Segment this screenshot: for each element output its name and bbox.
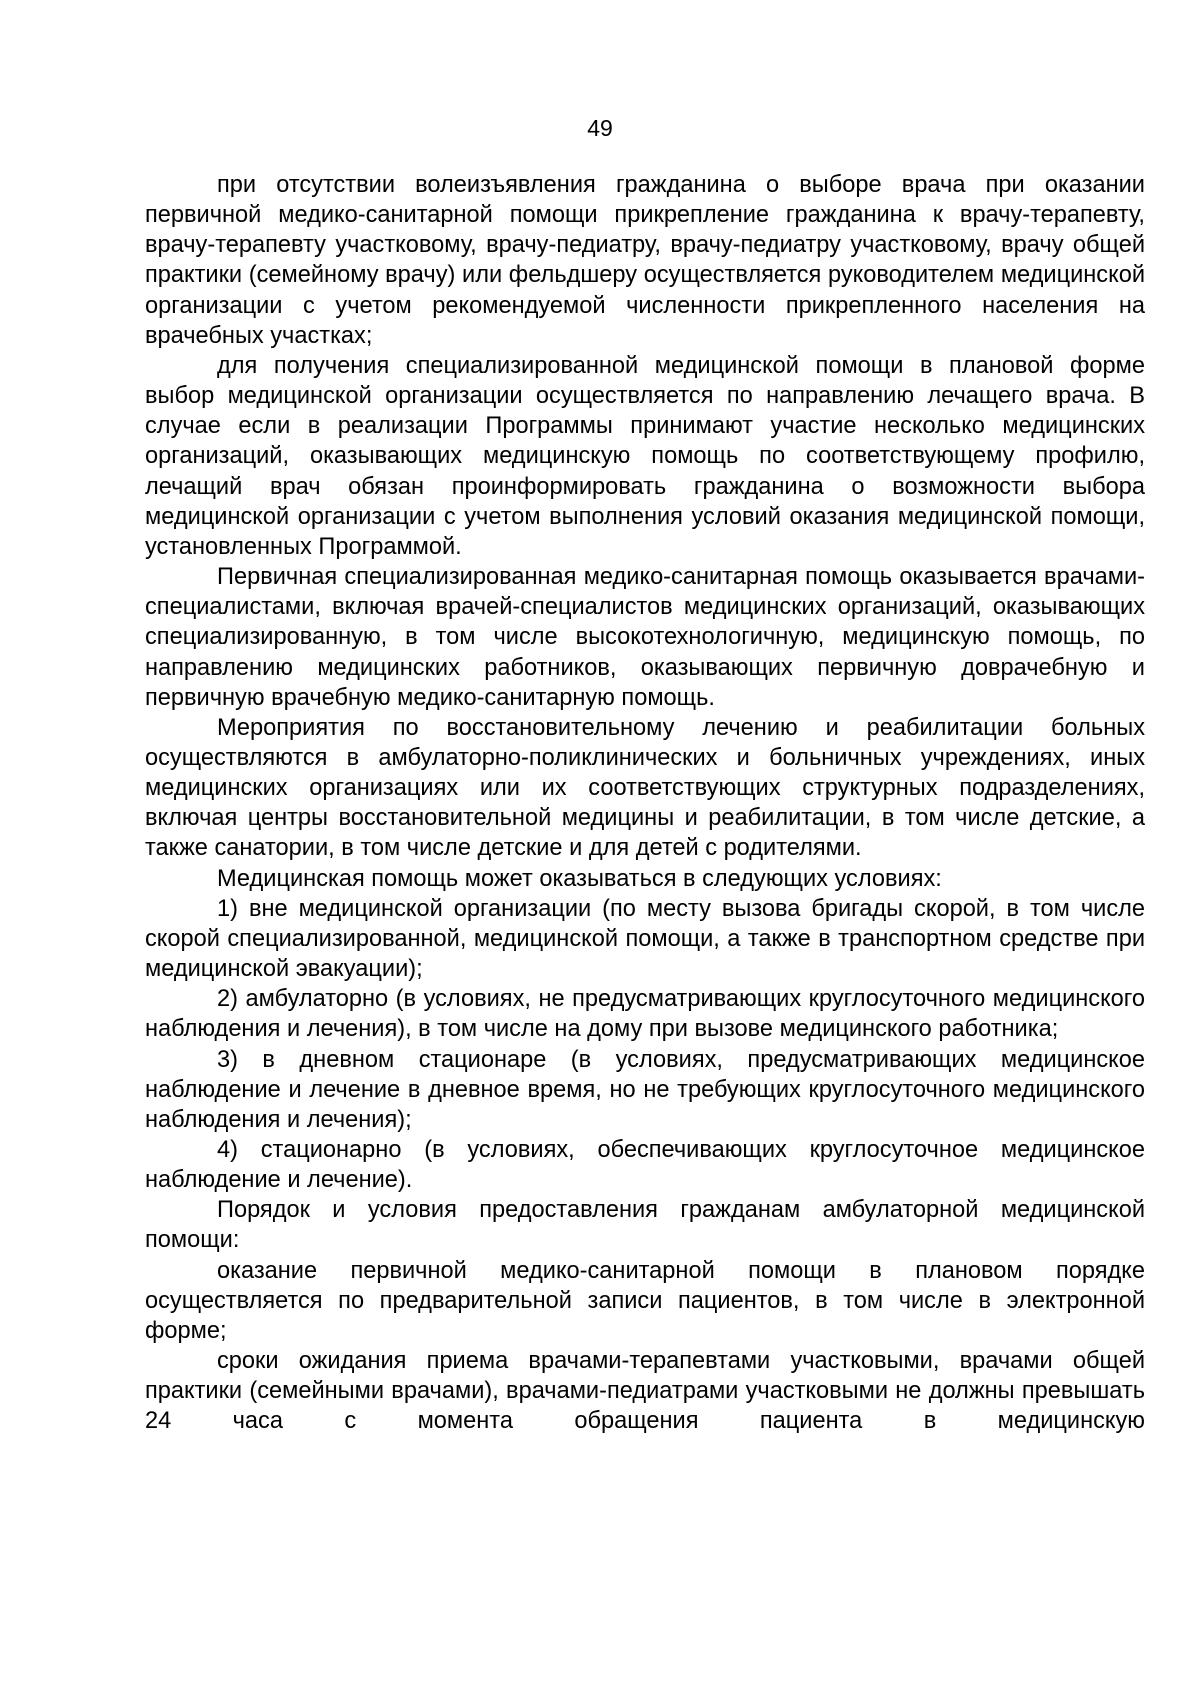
list-item-outside-organization: 1) вне медицинской организации (по месту вызова бригады скорой, в том числе скорой специализированной, медицинской помощи, а также в транспортном средстве при медицинской эвакуации); xyxy=(145,895,1145,983)
paragraph-outpatient-procedure-heading: Порядок и условия предоставления гражданам амбулаторной медицинской помощи: xyxy=(145,1197,1145,1254)
list-item-day-hospital: 3) в дневном стационаре (в условиях, предусматривающих медицинское наблюдение и лечение в дневное время, но не требующих круглосуточного медицинского наблюдения и лечения); xyxy=(145,1046,1145,1133)
paragraph-specialized-care-choice: для получения специализированной медицинской помощи в плановой форме выбор медицинской организации осуществляется по направлению лечащего врача. В случае если в реализации Программы принимают участие несколько медицинских организаций, оказывающих медицинскую помощь по соответствующему профилю, лечащий врач обязан проинформировать гражданина о возможности выбора медицинской организации с учетом выполнения условий оказания медицинской помощи, установленных Программой. xyxy=(145,352,1145,560)
body-text xyxy=(145,170,1145,1437)
paragraph-appointment-booking: оказание первичной медико-санитарной помощи в плановом порядке осуществляется по предварительной записи пациентов, в том числе в электронной форме; xyxy=(145,1257,1145,1344)
paragraph-care-conditions-intro: Медицинская помощь может оказываться в следующих условиях: xyxy=(217,865,942,892)
page-number: 49 xyxy=(587,115,613,141)
paragraph-rehabilitation: Мероприятия по восстановительному лечению и реабилитации больных осуществляются в амбулаторно-поликлинических и больничных учреждениях, иных медицинских организациях или их соответствующих структурных подразделениях, включая центры восстановительной медицины и реабилитации, в том числе детские, а также санатории, в том числе детские и для детей с родителями. xyxy=(145,714,1145,862)
list-item-inpatient: 4) стационарно (в условиях, обеспечивающих круглосуточное медицинское наблюдение и лечение). xyxy=(145,1137,1145,1194)
paragraph-attachment-rules: при отсутствии волеизъявления гражданина о выборе врача при оказании первичной медико-санитарной помощи прикрепление гражданина к врачу-терапевту, врачу-терапевту участковому, врачу-педиатру, врачу-педиатру участковому, врачу общей практики (семейному врачу) или фельдшеру осуществляется руководителем медицинской организации с учетом рекомендуемой численности прикрепленного населения на врачебных участках; xyxy=(145,172,1145,349)
paragraph-waiting-times: сроки ожидания приема врачами-терапевтами участковыми, врачами общей практики (семейными врачами), врачами-педиатрами участковыми не должны превышать 24 часа с момента обращения пациента в медицинскую xyxy=(145,1348,1145,1435)
paragraph-primary-specialized-care: Первичная специализированная медико-санитарная помощь оказывается врачами-специалистами, включая врачей-специалистов медицинских организаций, оказывающих специализированную, в том числе высокотехнологичную, медицинскую помощь, по направлению медицинских работников, оказывающих первичную доврачебную и первичную врачебную медико-санитарную помощь. xyxy=(145,564,1145,711)
list-item-outpatient: 2) амбулаторно (в условиях, не предусматривающих круглосуточного медицинского наблюдения и лечения), в том числе на дому при вызове медицинского работника; xyxy=(145,986,1145,1043)
